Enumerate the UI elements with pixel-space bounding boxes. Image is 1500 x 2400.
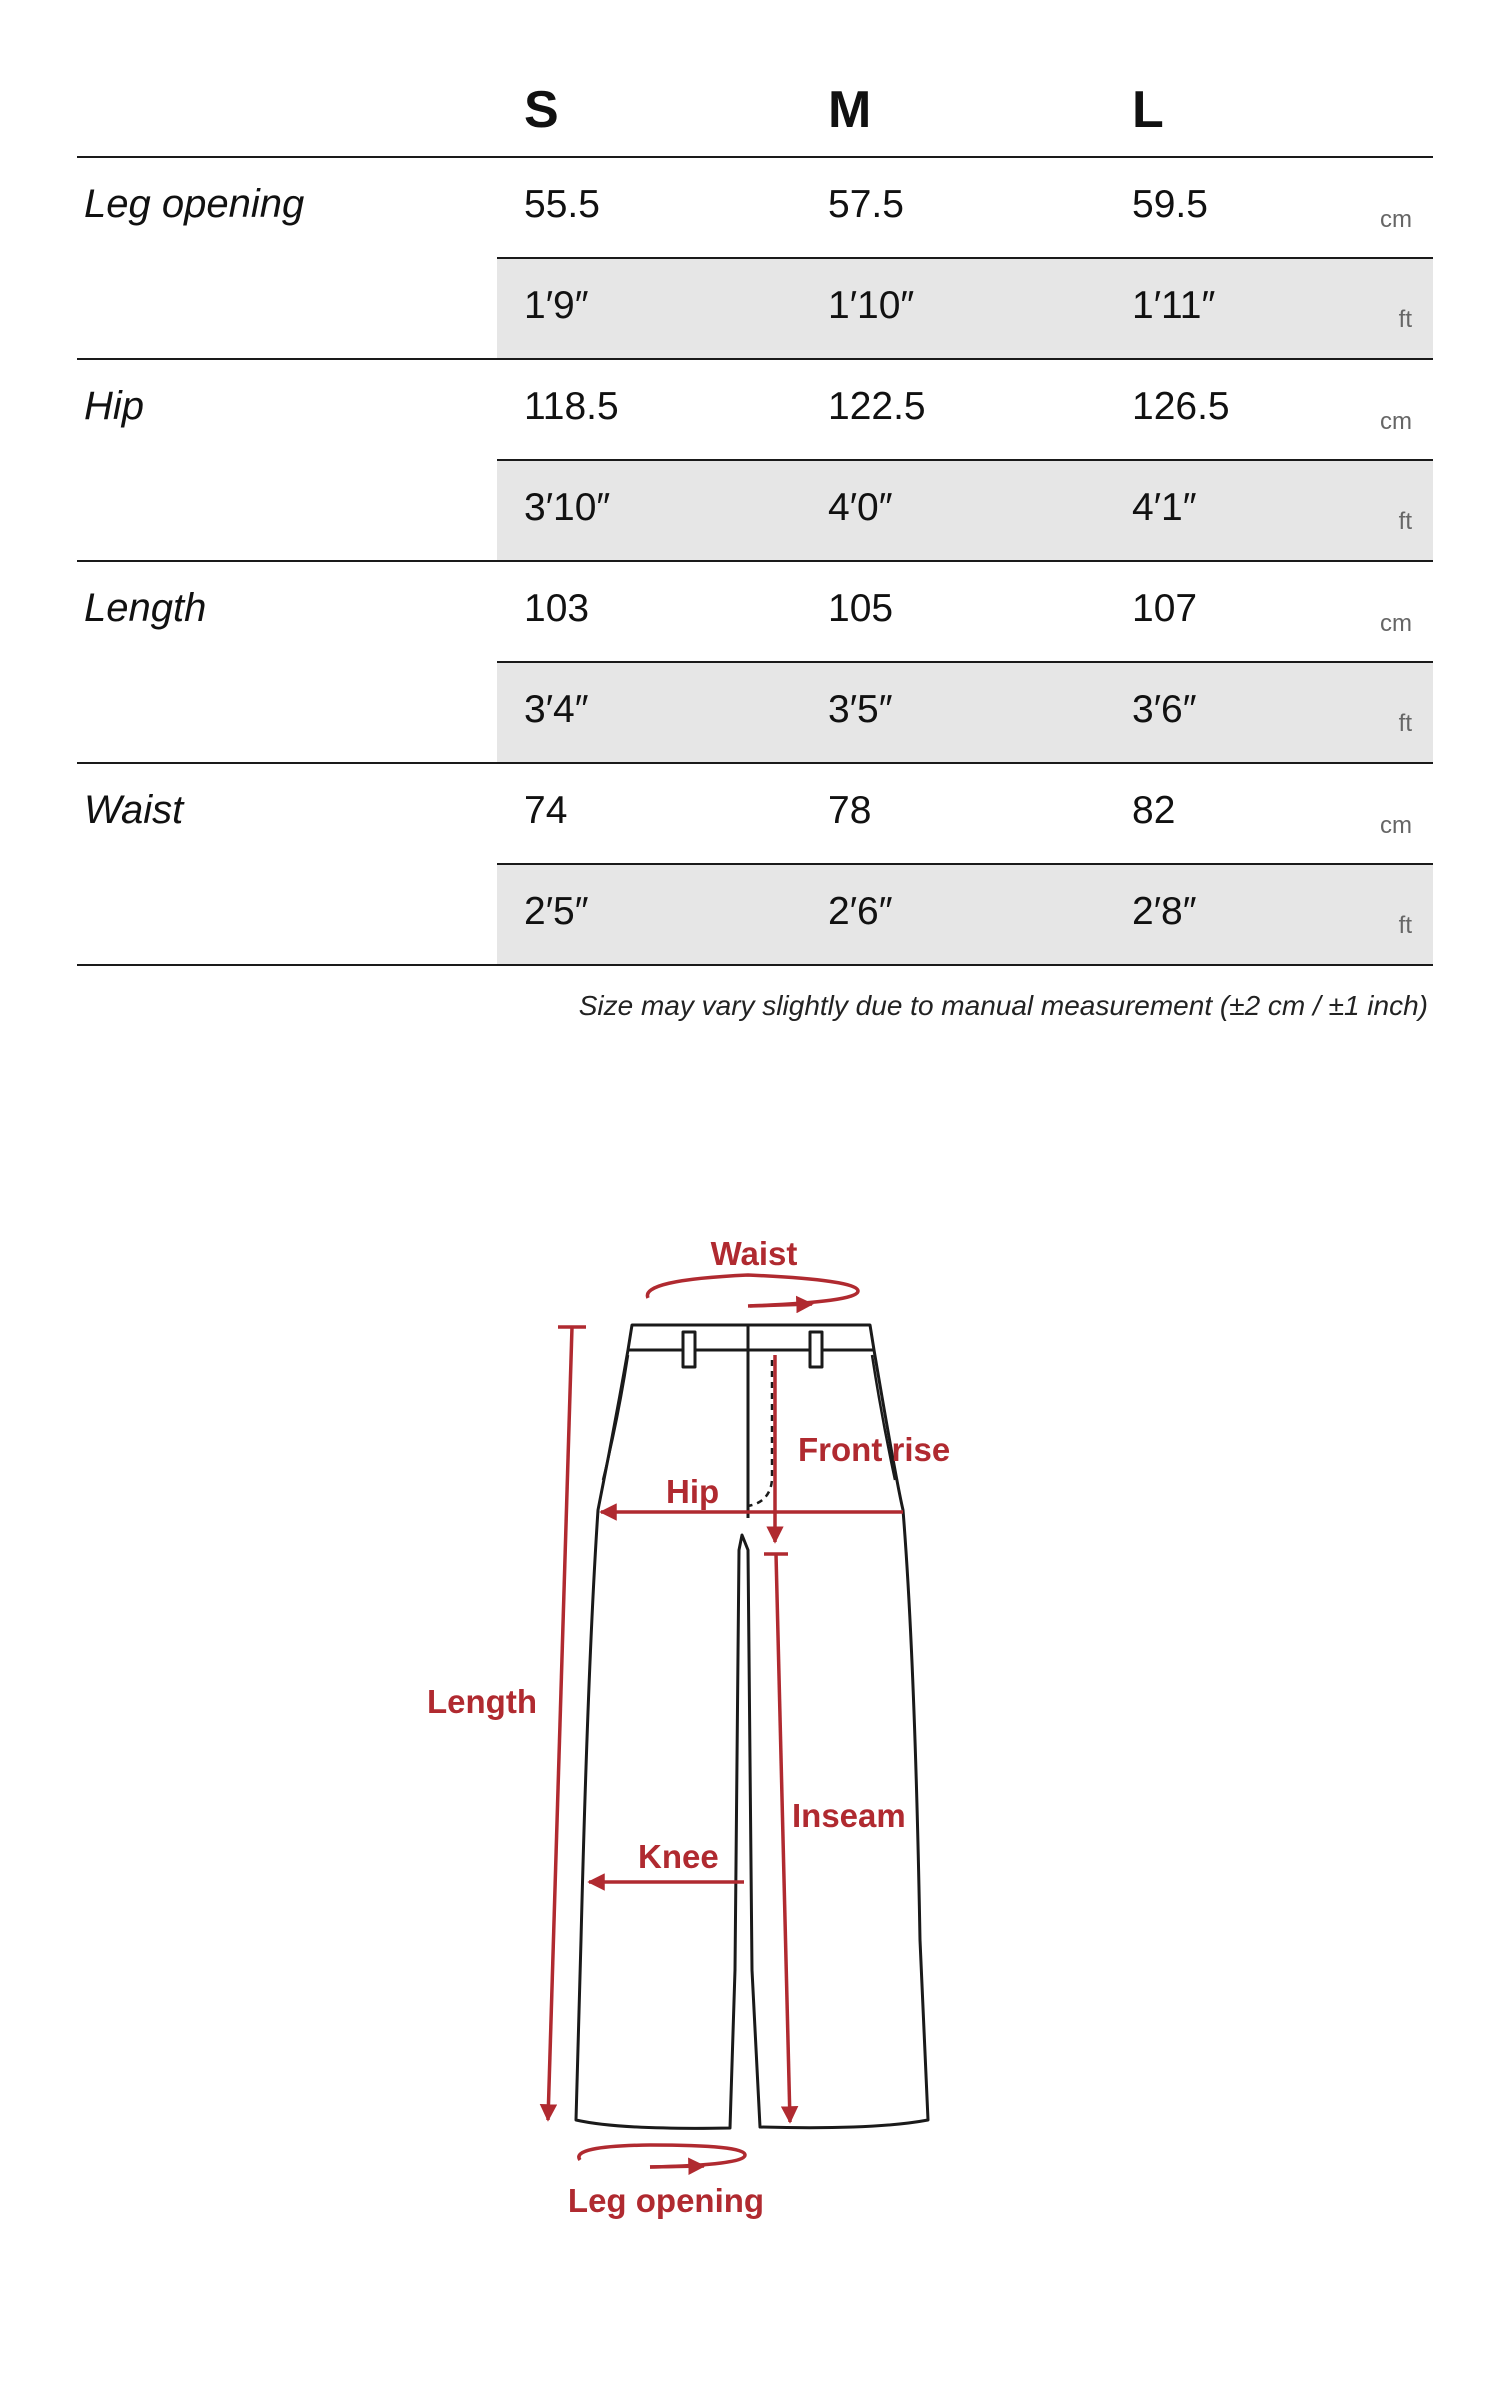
cell-cm: 59.5: [1132, 183, 1208, 226]
cell-ft: 3′6″: [1132, 688, 1197, 731]
label-knee: Knee: [638, 1838, 719, 1875]
unit-cm: cm: [1380, 206, 1412, 233]
unit-ft: ft: [1398, 912, 1412, 939]
unit-cm: cm: [1380, 408, 1412, 435]
waist-loop: [647, 1275, 858, 1306]
cell-cm: 105: [828, 587, 894, 630]
size-header-l: L: [1132, 81, 1164, 139]
cell-ft: 1′10″: [828, 284, 915, 327]
label-hip: Hip: [666, 1473, 720, 1510]
waist-arrow: [750, 1304, 812, 1306]
cell-ft: 3′10″: [524, 486, 611, 529]
row-rule: [77, 560, 1433, 562]
unit-ft: ft: [1398, 306, 1412, 333]
cell-ft: 3′4″: [524, 688, 589, 731]
row-label-hip: Hip: [84, 384, 145, 428]
leg-opening-loop: [579, 2145, 745, 2167]
size-header-s: S: [524, 81, 559, 139]
cell-ft: 1′11″: [1132, 284, 1216, 327]
row-rule: [77, 358, 1433, 360]
table-bottom-rule: [77, 964, 1433, 966]
row-divider: [497, 661, 1433, 663]
cell-ft: 2′6″: [828, 890, 893, 933]
length-arrow: [548, 1327, 572, 2120]
cell-cm: 74: [524, 789, 568, 832]
cell-cm: 82: [1132, 789, 1176, 832]
cell-ft: 2′5″: [524, 890, 589, 933]
row-rule: [77, 762, 1433, 764]
cell-cm: 122.5: [828, 385, 926, 428]
cell-ft: 4′1″: [1132, 486, 1197, 529]
unit-ft: ft: [1398, 710, 1412, 737]
row-label-leg-opening: Leg opening: [84, 182, 305, 226]
row-label-waist: Waist: [84, 788, 184, 832]
cell-cm: 126.5: [1132, 385, 1230, 428]
label-leg-opening: Leg opening: [567, 2182, 765, 2219]
cell-cm: 107: [1132, 587, 1198, 630]
label-front-rise: Front rise: [798, 1431, 951, 1468]
cell-cm: 57.5: [828, 183, 904, 226]
table-top-rule: [77, 156, 1433, 158]
row-divider: [497, 257, 1433, 259]
cell-cm: 55.5: [524, 183, 600, 226]
ft-row-shade: [497, 864, 1433, 964]
label-length: Length: [427, 1683, 537, 1720]
unit-ft: ft: [1398, 508, 1412, 535]
cell-cm: 103: [524, 587, 590, 630]
ft-row-shade: [497, 460, 1433, 560]
cell-ft: 3′5″: [828, 688, 893, 731]
cell-cm: 118.5: [524, 385, 619, 428]
belt-loop: [810, 1332, 822, 1367]
cell-cm: 78: [828, 789, 872, 832]
row-divider: [497, 459, 1433, 461]
ft-row-shade: [497, 662, 1433, 762]
unit-cm: cm: [1380, 812, 1412, 839]
row-divider: [497, 863, 1433, 865]
unit-cm: cm: [1380, 610, 1412, 637]
belt-loop: [683, 1332, 695, 1367]
cell-ft: 2′8″: [1132, 890, 1197, 933]
label-waist: Waist: [710, 1235, 798, 1272]
leg-opening-arrow: [650, 2166, 704, 2167]
label-inseam: Inseam: [792, 1797, 906, 1834]
cell-ft: 4′0″: [828, 486, 893, 529]
size-header-m: M: [828, 81, 872, 139]
pants-measurement-diagram: [0, 1180, 1500, 2240]
row-label-length: Length: [84, 586, 207, 630]
measurement-note: Size may vary slightly due to manual measurement (±2 cm / ±1 inch): [578, 990, 1428, 1021]
cell-ft: 1′9″: [524, 284, 589, 327]
ft-row-shade: [497, 258, 1433, 358]
